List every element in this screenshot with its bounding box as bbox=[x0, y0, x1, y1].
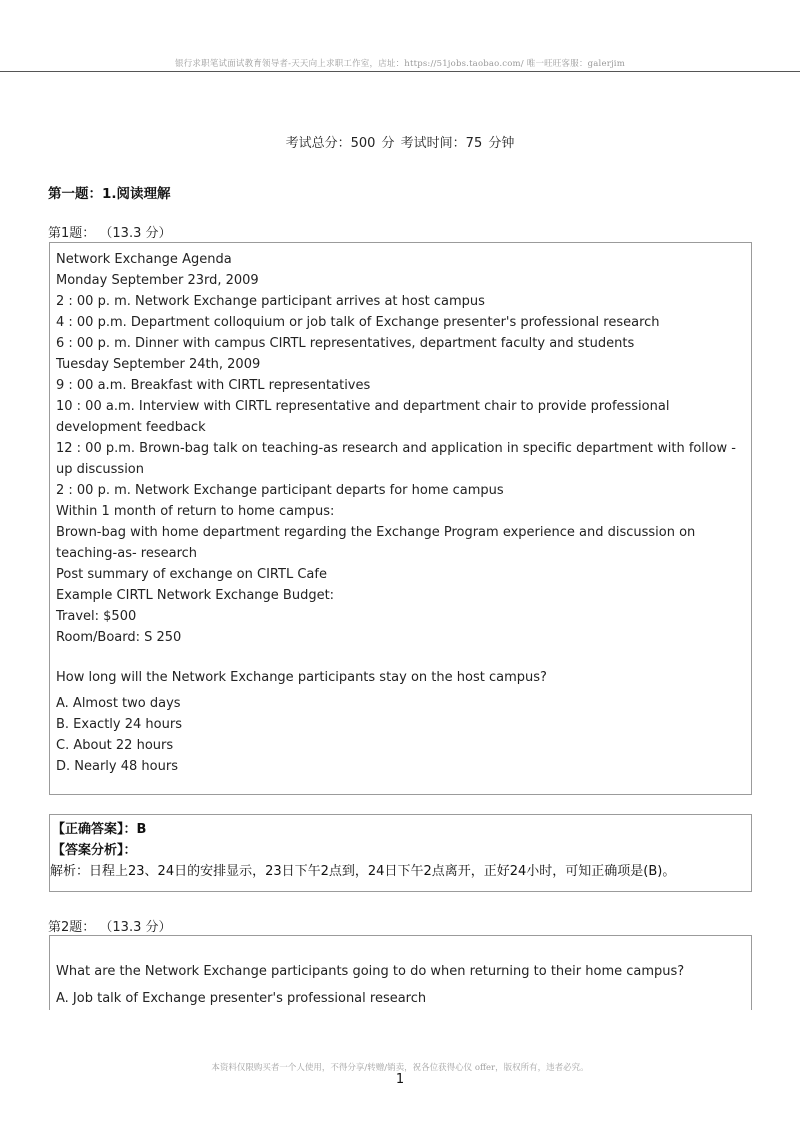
header-divider bbox=[0, 71, 800, 72]
passage-line: 6 : 00 p. m. Dinner with campus CIRTL representatives, department faculty and students bbox=[56, 336, 635, 351]
passage-line: Brown-bag with home department regarding the Exchange Program experience and discussion on teaching-as- research bbox=[56, 525, 696, 561]
question-1-options bbox=[56, 693, 745, 777]
passage-line: Network Exchange Agenda bbox=[56, 252, 232, 267]
passage-line: Monday September 23rd, 2009 bbox=[56, 273, 259, 288]
answer-box bbox=[49, 814, 752, 892]
passage-line: 12 : 00 p.m. Brown-bag talk on teaching-as research and application in specific department with follow - up discussion bbox=[56, 441, 736, 477]
section-title: 第一题：1.阅读理解 bbox=[48, 186, 171, 202]
passage-line: 9 : 00 a.m. Breakfast with CIRTL representatives bbox=[56, 378, 371, 393]
question-1-heading: 第1题： （13.3 分） bbox=[48, 226, 172, 241]
passage-line: 10 : 00 a.m. Interview with CIRTL representative and department chair to provide professional development feedback bbox=[56, 399, 670, 435]
exam-meta: 考试总分：500 分 考试时间：75 分钟 bbox=[285, 136, 515, 151]
passage-line: Travel: $500 bbox=[56, 609, 137, 624]
passage-line: Room/Board: S 250 bbox=[56, 630, 182, 645]
correct-answer: 【正确答案】：B bbox=[52, 822, 147, 837]
question-2-heading: 第2题： （13.3 分） bbox=[48, 920, 172, 935]
question-2-text: What are the Network Exchange participants going to do when returning to their home campus? bbox=[56, 964, 685, 979]
question-2-options bbox=[56, 988, 745, 1009]
analysis-text: 解析：日程上23、24日的安排显示，23日下午2点到，24日下午2点离开，正好24小时，可知正确项是(B)。 bbox=[50, 864, 676, 879]
option-b[interactable]: B. Exactly 24 hours bbox=[56, 717, 182, 732]
header-notice: 银行求职笔试面试教育领导者-天天向上求职工作室，店址：https://51jobs.taobao.com/ 唯一旺旺客服：galerjim bbox=[175, 59, 625, 69]
passage-line: Within 1 month of return to home campus: bbox=[56, 504, 335, 519]
option-a[interactable]: A. Job talk of Exchange presenter's professional research bbox=[56, 991, 427, 1006]
analysis-label: 【答案分析】： bbox=[52, 843, 137, 858]
footer-notice: 本资料仅限购买者一个人使用，不得分享/转赠/销卖，祝各位获得心仪 offer，版权所有，违者必究。 bbox=[211, 1063, 589, 1073]
question-1-box bbox=[49, 242, 752, 795]
page-number: 1 bbox=[395, 1072, 405, 1087]
option-c[interactable]: C. About 22 hours bbox=[56, 738, 174, 753]
passage-line: 2 : 00 p. m. Network Exchange participant departs for home campus bbox=[56, 483, 504, 498]
question-2-box bbox=[49, 935, 752, 1010]
passage-line: Example CIRTL Network Exchange Budget: bbox=[56, 588, 335, 603]
passage-line: 2 : 00 p. m. Network Exchange participant arrives at host campus bbox=[56, 294, 485, 309]
passage-line: 4 : 00 p.m. Department colloquium or job talk of Exchange presenter's professional research bbox=[56, 315, 660, 330]
option-a[interactable]: A. Almost two days bbox=[56, 696, 181, 711]
passage-line: Post summary of exchange on CIRTL Cafe bbox=[56, 567, 327, 582]
passage-line: Tuesday September 24th, 2009 bbox=[56, 357, 261, 372]
option-d[interactable]: D. Nearly 48 hours bbox=[56, 759, 178, 774]
passage bbox=[56, 249, 745, 648]
question-1-text: How long will the Network Exchange participants stay on the host campus? bbox=[56, 670, 547, 685]
